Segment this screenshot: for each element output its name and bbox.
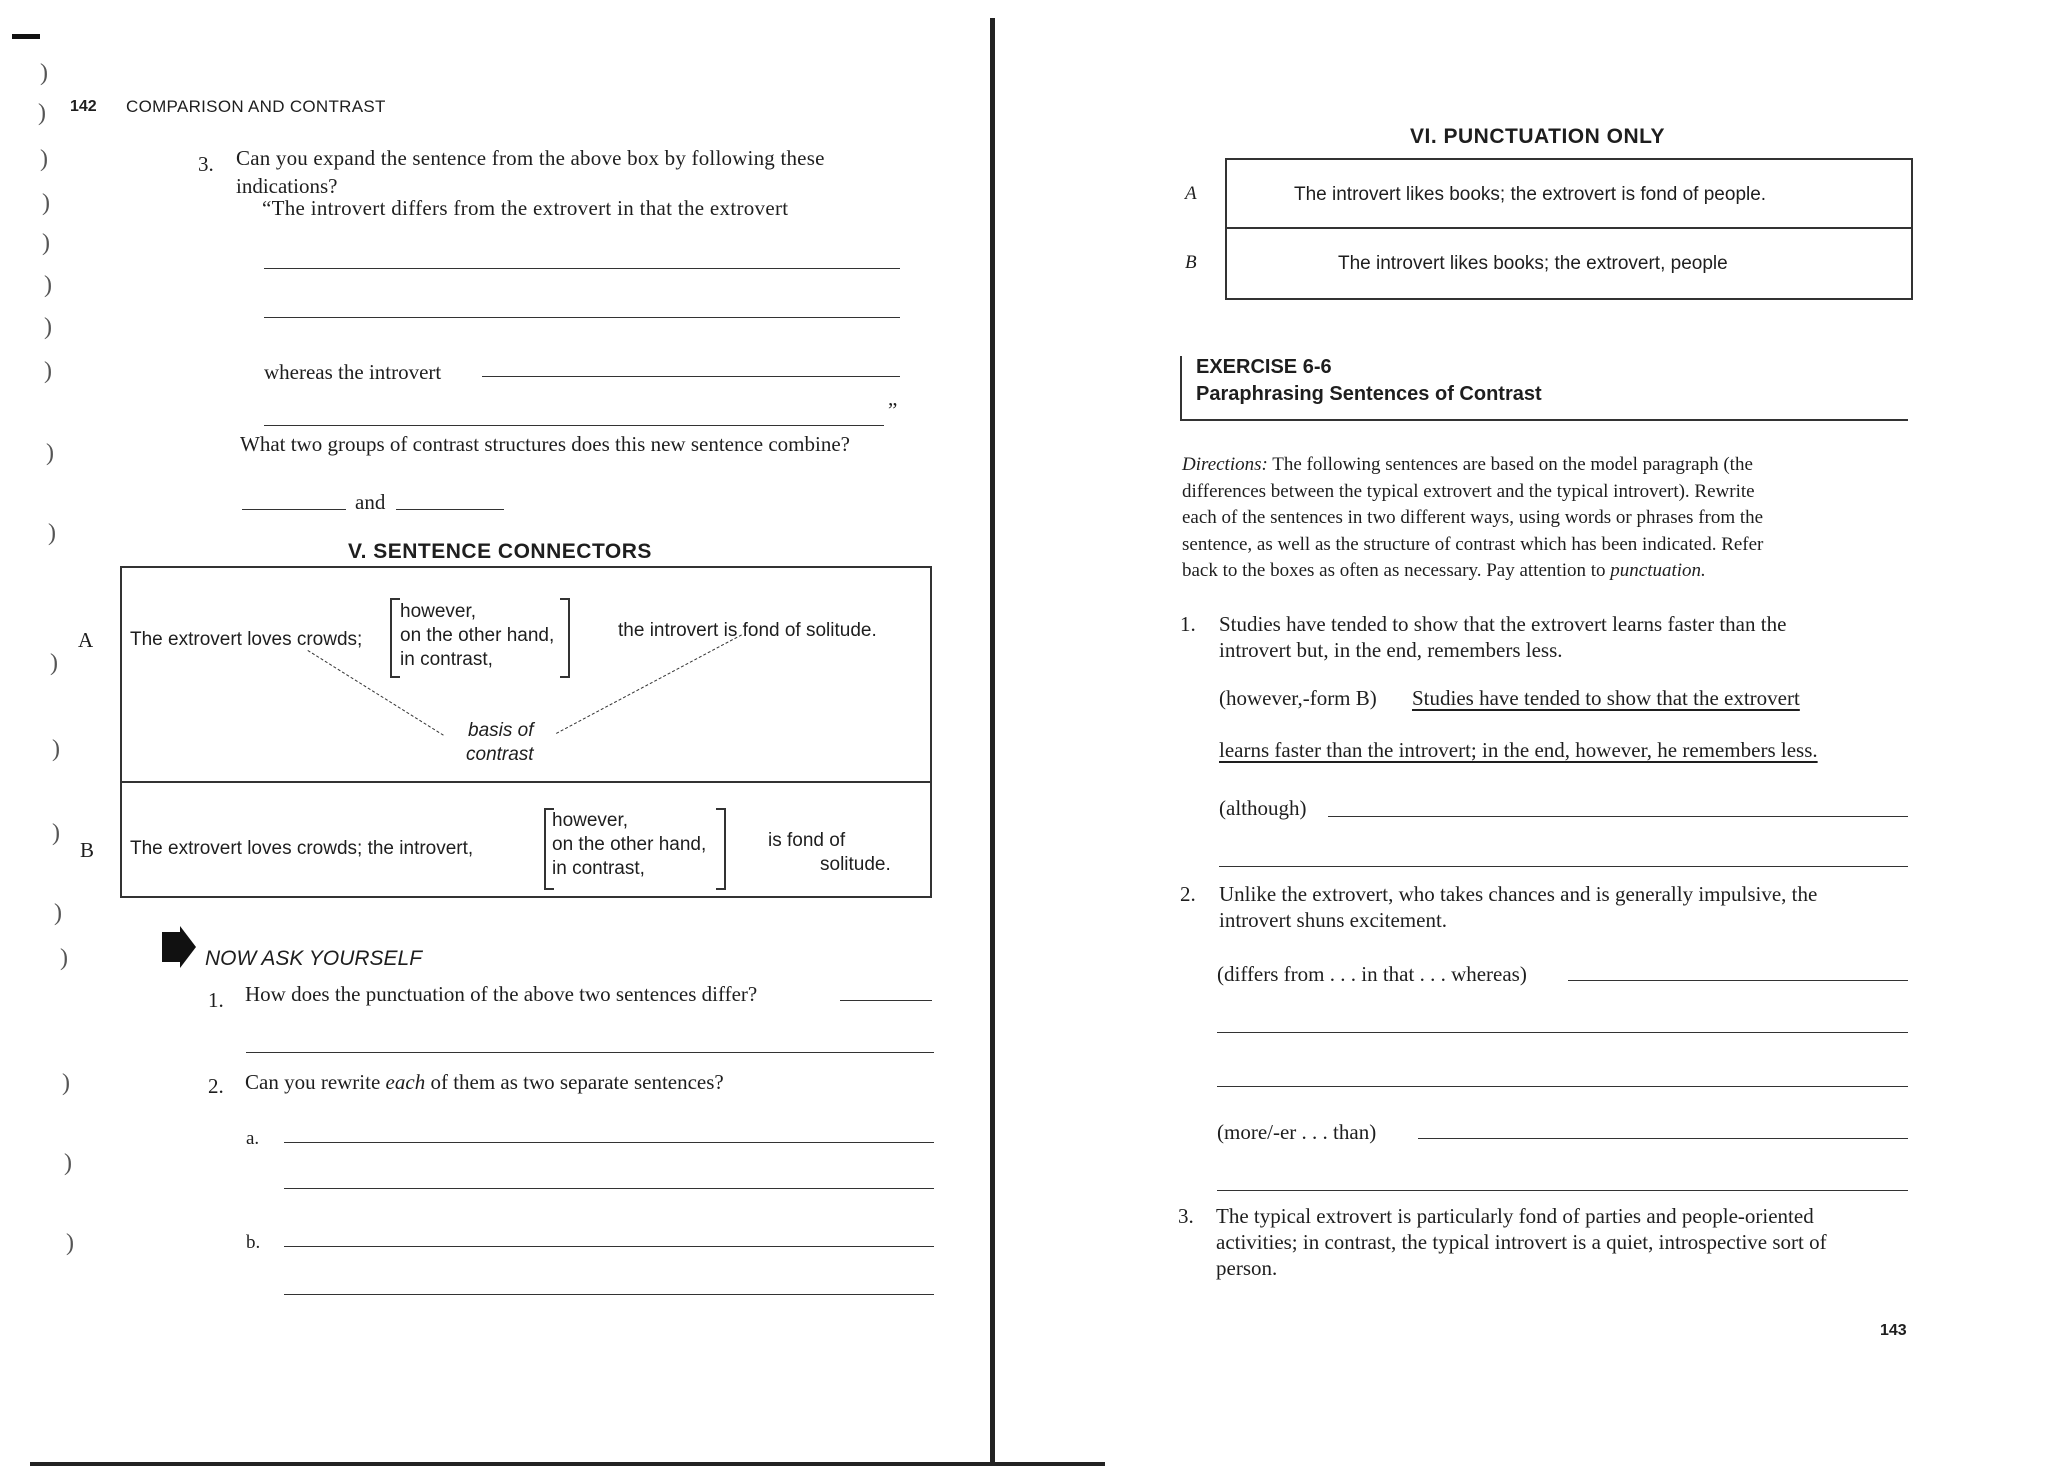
answer-line[interactable] xyxy=(1328,816,1908,817)
answer-line[interactable] xyxy=(482,376,900,377)
directions-text: back to the boxes as often as necessary. Pay attention to xyxy=(1182,560,1606,581)
page-number: 143 xyxy=(1880,1322,1907,1339)
directions-paragraph xyxy=(1182,452,1912,585)
margin-tab-mark xyxy=(12,34,40,39)
margin-mark: ) xyxy=(66,1230,74,1256)
table-divider xyxy=(121,781,931,783)
answer-line[interactable] xyxy=(840,1000,932,1001)
answer-line[interactable] xyxy=(1568,980,1908,981)
question-text: Can you expand the sentence from the above box by following these xyxy=(236,146,825,170)
directions-line xyxy=(1182,558,1912,585)
connector-option: however, xyxy=(552,810,629,831)
right-page xyxy=(1000,0,2048,1475)
question-text-emphasis: each xyxy=(385,1070,426,1094)
bracket-right xyxy=(716,808,726,890)
connector-option: in contrast, xyxy=(400,649,493,670)
directions-line xyxy=(1182,452,1912,479)
answer-line[interactable] xyxy=(396,509,504,510)
example-answer: learns faster than the introvert; in the end, however, he remembers less. xyxy=(1219,738,1818,762)
form-label: (more/-er . . . than) xyxy=(1217,1120,1377,1144)
whereas-label: whereas the introvert xyxy=(264,360,442,384)
answer-line[interactable] xyxy=(1217,1032,1908,1033)
item-text: activities; in contrast, the typical introvert is a quiet, introspective sort of xyxy=(1216,1230,1827,1254)
row-label-b: B xyxy=(1185,252,1197,273)
margin-mark: ) xyxy=(38,100,46,126)
item-text: person. xyxy=(1216,1256,1278,1280)
connector-option: on the other hand, xyxy=(400,625,555,646)
answer-line[interactable] xyxy=(264,425,884,426)
section-heading: VI. PUNCTUATION ONLY xyxy=(1410,125,1666,148)
basis-label: basis of xyxy=(468,720,534,741)
quote-start-text: “The introvert differs from the extrovert in that the extrovert xyxy=(262,196,789,220)
margin-mark: ) xyxy=(48,520,56,546)
margin-mark: ) xyxy=(52,820,60,846)
directions-emphasis: punctuation. xyxy=(1610,560,1706,581)
question-text xyxy=(245,1070,724,1095)
row-label-b: B xyxy=(80,838,95,862)
sub-label-a: a. xyxy=(246,1128,260,1149)
question-text: How does the punctuation of the above two sentences differ? xyxy=(245,982,758,1006)
form-label: (however,-form B) xyxy=(1219,686,1377,710)
margin-mark: ) xyxy=(46,440,54,466)
margin-mark: ) xyxy=(44,272,52,298)
directions-label: Directions: xyxy=(1182,454,1268,475)
item-number: 2. xyxy=(1180,882,1196,906)
exercise-rule-horizontal xyxy=(1180,419,1908,421)
arrow-icon xyxy=(180,926,196,968)
row-label-a: A xyxy=(1185,183,1197,204)
answer-line[interactable] xyxy=(242,509,346,510)
directions-line: each of the sentences in two different ways, using words or phrases from the xyxy=(1182,507,1764,528)
page-bottom-edge xyxy=(30,1462,1105,1466)
answer-line[interactable] xyxy=(1219,866,1908,867)
answer-line[interactable] xyxy=(264,268,900,269)
sub-label-b: b. xyxy=(246,1232,261,1253)
margin-mark: ) xyxy=(54,900,62,926)
left-page xyxy=(0,0,1000,1475)
answer-line[interactable] xyxy=(246,1052,934,1053)
bracket-right xyxy=(560,598,570,678)
form-label: (differs from . . . in that . . . whereas) xyxy=(1217,962,1527,986)
answer-line[interactable] xyxy=(1217,1086,1908,1087)
example-sentence-start: The extrovert loves crowds; the introvert, xyxy=(130,838,474,859)
example-sentence-start: The extrovert loves crowds; xyxy=(130,629,363,650)
item-text: Studies have tended to show that the extrovert learns faster than the xyxy=(1219,612,1787,636)
item-text: Unlike the extrovert, who takes chances and is generally impulsive, the xyxy=(1219,882,1818,906)
closing-quote: ” xyxy=(888,398,898,422)
margin-mark: ) xyxy=(42,230,50,256)
question-number: 1. xyxy=(208,988,224,1012)
example-sentence: The introvert likes books; the extrovert, people xyxy=(1338,253,1728,274)
punctuation-table xyxy=(1225,158,1913,300)
basis-label: contrast xyxy=(466,744,534,765)
connector-option: in contrast, xyxy=(552,858,645,879)
example-sentence-end: the introvert is fond of solitude. xyxy=(618,620,877,641)
directions-line: differences between the typical extrovert and the typical introvert). Rewrite xyxy=(1182,480,1755,502)
section-heading: V. SENTENCE CONNECTORS xyxy=(348,540,652,563)
bracket-left xyxy=(390,598,400,678)
margin-mark: ) xyxy=(64,1150,72,1176)
example-answer: Studies have tended to show that the extrovert xyxy=(1412,686,1800,710)
margin-mark: ) xyxy=(60,945,68,971)
exercise-rule-vertical xyxy=(1180,356,1182,420)
answer-line[interactable] xyxy=(284,1294,934,1295)
exercise-subtitle: Paraphrasing Sentences of Contrast xyxy=(1196,383,1542,405)
table-divider xyxy=(1226,227,1912,229)
running-header: COMPARISON AND CONTRAST xyxy=(126,97,386,116)
margin-mark: ) xyxy=(52,736,60,762)
and-label: and xyxy=(355,490,386,514)
directions-text: The following sentences are based on the model paragraph (the xyxy=(1272,454,1753,475)
answer-line[interactable] xyxy=(1418,1138,1908,1139)
item-text: introvert shuns excitement. xyxy=(1219,908,1448,932)
margin-mark: ) xyxy=(44,314,52,340)
question-text: indications? xyxy=(236,174,338,198)
margin-mark: ) xyxy=(42,190,50,216)
question-text-part: of them as two separate sentences? xyxy=(430,1070,724,1094)
margin-mark: ) xyxy=(50,650,58,676)
answer-line[interactable] xyxy=(284,1188,934,1189)
question-number: 2. xyxy=(208,1074,224,1098)
directions-line: sentence, as well as the structure of contrast which has been indicated. Refer xyxy=(1182,533,1764,555)
combine-question: What two groups of contrast structures does this new sentence combine? xyxy=(240,432,850,456)
connector-option: however, xyxy=(400,601,477,622)
margin-mark: ) xyxy=(40,146,48,172)
item-text: The typical extrovert is particularly fond of parties and people-oriented xyxy=(1216,1204,1814,1228)
item-number: 3. xyxy=(198,152,214,176)
example-sentence-end: is fond of xyxy=(768,830,846,851)
exercise-title: EXERCISE 6-6 xyxy=(1196,356,1332,378)
arrow-icon xyxy=(162,932,180,962)
row-label-a: A xyxy=(78,628,94,652)
margin-mark: ) xyxy=(62,1070,70,1096)
answer-line[interactable] xyxy=(264,317,900,318)
answer-line[interactable] xyxy=(1217,1190,1908,1191)
example-sentence-end: solitude. xyxy=(820,854,891,875)
margin-mark: ) xyxy=(40,60,48,86)
connector-option: on the other hand, xyxy=(552,834,707,855)
question-text-part: Can you rewrite xyxy=(245,1070,381,1094)
form-label: (although) xyxy=(1219,796,1307,820)
example-sentence: The introvert likes books; the extrovert is fond of people. xyxy=(1294,184,1767,205)
item-number: 1. xyxy=(1180,612,1196,636)
answer-line[interactable] xyxy=(284,1142,934,1143)
ask-yourself-heading: NOW ASK YOURSELF xyxy=(205,947,423,970)
margin-mark: ) xyxy=(44,358,52,384)
item-number: 3. xyxy=(1178,1204,1194,1228)
page-number: 142 xyxy=(70,98,97,115)
book-spine xyxy=(990,18,995,1466)
item-text: introvert but, in the end, remembers less. xyxy=(1219,638,1563,662)
answer-line[interactable] xyxy=(284,1246,934,1247)
